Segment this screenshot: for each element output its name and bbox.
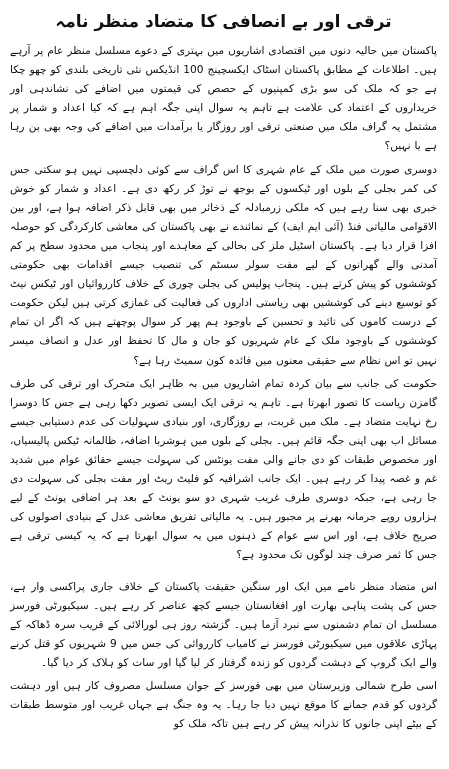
article-paragraph-3: حکومت کی جانب سے بیان کردہ تمام اشاریوں میں بہ ظاہر ایک متحرک اور ترقی کی طرف گامزن ریاست کا تصور ابھرتا ہے۔ تاہم یہ ترقی ایک ایسی تصویر دکھا رہی ہے جس کا دوسرا رخ نہایت متضاد ہے۔ ملک میں غربت، بے روزگاری، اور بنیادی سہولیات کی عدم دستیابی جیسے مسائل اب بھی اپنی جگہ قائم ہیں۔ بجلی کے بلوں میں ہوشربا اضافہ، ظالمانہ ٹیکس پالیسیاں، اور مخصوص طبقات کو دی جانے والی مفت یونٹس کی سہولت جیسے حقائق عوام میں شدید غم و غصہ پیدا کر رہے ہیں۔ ایک جانب اشرافیہ کو فلیٹ ریٹ اور مفت بجلی کی سہولت دی جا رہی ہے، جبکہ دوسری طرف غریب شہری دو سو یونٹ کے بعد ہر اضافی یونٹ کے لیے ہزاروں روپے جرمانہ بھرنے پر مجبور ہیں۔ یہ مالیاتی تفریق معاشی عدل کے بنیادی اصولوں کی صریح خلاف ہے، اور اس سے عوام کے ذہنوں میں یہ سوال ابھرتا ہے کہ یہ کیسی ترقی ہے جس کا ثمر صرف چند لوگوں تک محدود ہے؟ (10, 377, 437, 562)
article-paragraph-2: دوسری صورت میں ملک کے عام شہری کا اس گراف سے کوئی دلچسپی نہیں ہو سکتی جس کی کمر بجلی کے بلوں اور ٹیکسوں کے بوجھ نے توڑ کر رکھ دی ہے۔ اعداد و شمار کو خوش خبری بھی سنا رہے ہیں کہ ملکی زرمبادلہ کے ذخائر میں بھی قابل ذکر اضافہ ہوا ہے، اور بین الاقوامی مالیاتی فنڈ (آئی ایم ایف) کے نمائندے نے بھی پاکستان کی معاشی کارکردگی کو حوصلہ افزا قرار دیا ہے۔ پاکستان اسٹیل ملز کی بحالی کے معاہدے اور پنجاب میں محدود سطح پر کم آمدنی والے گھرانوں کے لیے مفت سولر سسٹم کی تنصیب جیسے اقدامات بھی حکومتی کوششوں کو پیش کرتے ہیں۔ پنجاب پولیس کی بجلی چوری کے خلاف کارروائیاں اور ٹیکس نیٹ کو توسیع دینے کی کوششیں بھی ریاستی اداروں کی فعالیت کی غمازی کرتی ہیں لیکن حکومت کے درست کاموں کی تائید و تحسین کے باوجود ہم پھر کر سوال پوچھتے ہیں کہ اگر ان تمام کوششوں کے باوجود ملک کے عام شہریوں کو جان و مال کا تحفظ اور عدل و انصاف میسر نہیں تو اس نظام سے حقیقی معنوں میں فائدہ کون سمیٹ رہا ہے؟ (10, 163, 437, 367)
article-paragraph-1: پاکستان میں حالیہ دنوں میں اقتصادی اشاریوں میں بہتری کے دعوے مسلسل منظر عام پر آرہے ہیں۔ اطلاعات کے مطابق پاکستان اسٹاک ایکسچینج 100 انڈیکس نئی تاریخی بلندی کو چھو چکا ہے جو کہ ملک کی سو بڑی کمپنیوں کے حصص کی قیمتوں میں اضافے کی نشاندہی اور خریداروں کے اعتماد کی علامت ہے تاہم یہ سوال اپنی جگہ اہم ہے کہ کیا اعداد و شمار پر مشتمل یہ گراف ملک میں صنعتی ترقی اور روزگار یا برآمدات میں اضافے کی وجہ بھی بن رہا ہے یا نہیں؟ (10, 45, 437, 153)
article-title: ترقی اور بے انصافی کا متضاد منظر نامہ (55, 12, 392, 32)
article-paragraph-5: اسی طرح شمالی وزیرستان میں بھی فورسز کے جوان مسلسل مصروف کار ہیں اور دہشت گردوں کو قدم جمانے کا موقع نہیں دیا جا رہا۔ یہ وہ جنگ ہے جہاں غریب اور متوسط طبقات کے بیٹے اپنی جانوں کا نذرانہ پیش کر رہے ہیں تاکہ ملک کو (10, 680, 437, 731)
article-paragraph-4: اس متضاد منظر نامے میں ایک اور سنگین حقیقت پاکستان کے خلاف جاری پراکسی وار ہے، جس کی پشت پناہی بھارت اور افغانستان جیسے کچھ عناصر کر رہے ہیں۔ سیکیورٹی فورسز مسلسل ان تمام دشمنوں سے نبرد آزما ہیں۔ گزشتہ روز ہی لورالائی کے قریب سرہ ڈھاکہ کے پہاڑی علاقوں میں سیکیورٹی فورسز نے کامیاب کارروائی کی جس میں 9 شہریوں کو قتل کرنے والے ایک گروپ کے دہشت گردوں کو زندہ گرفتار کر لیا گیا اور سات کو ہلاک کر دیا گیا۔ (10, 580, 437, 669)
